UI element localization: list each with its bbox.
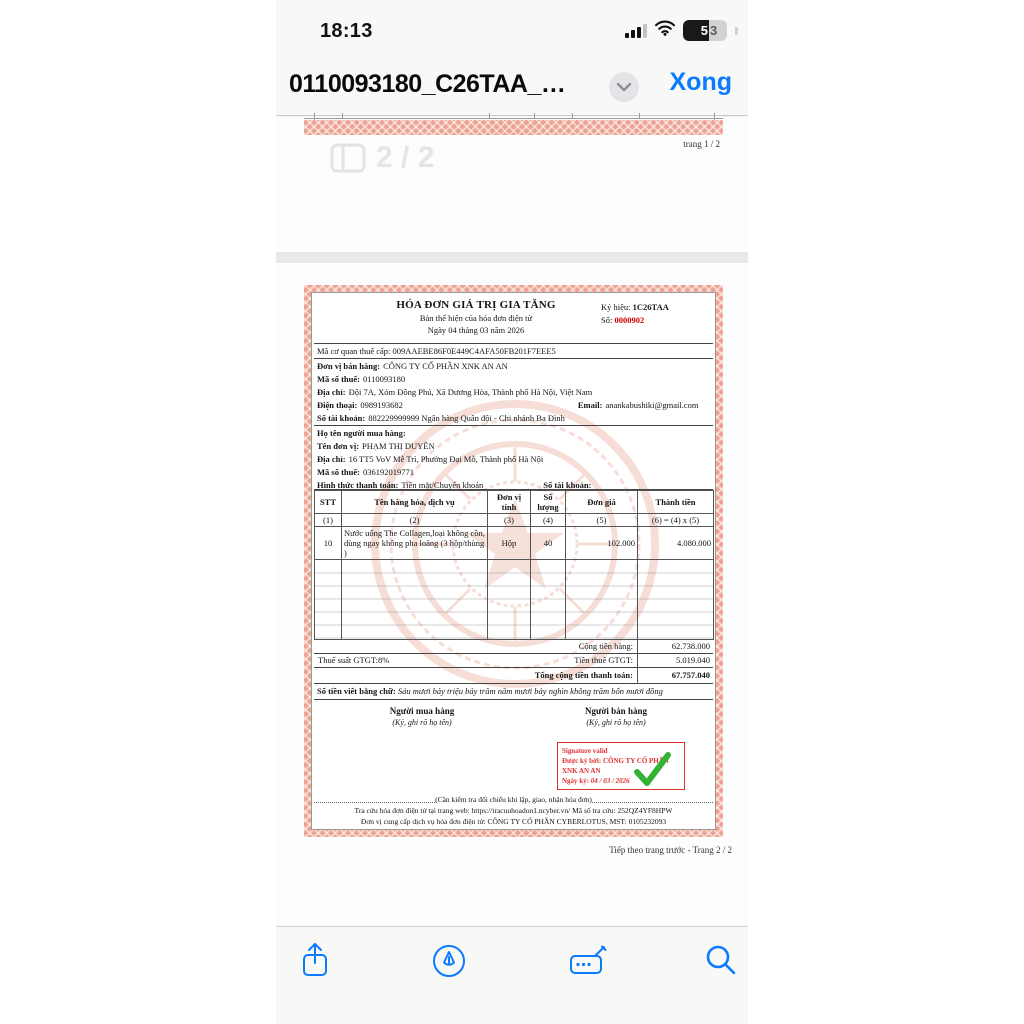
col-header-name: Tên hàng hóa, dịch vụ [342, 491, 488, 514]
markup-pen-icon [431, 943, 467, 979]
status-bar [276, 14, 748, 48]
title-menu-button[interactable] [609, 72, 639, 102]
pdf-page-2 [276, 263, 748, 925]
signal-bar [631, 30, 635, 38]
invoice-title: HÓA ĐƠN GIÁ TRỊ GIA TĂNG [396, 299, 556, 311]
col-index: (6) = (4) x (5) [638, 514, 714, 527]
stamp-valid-line: Signature valid [562, 747, 608, 755]
item-unit: Hộp [488, 527, 531, 560]
col-index: (1) [315, 514, 342, 527]
page1-frame-tick [534, 113, 535, 119]
seller-address-label: Địa chỉ: [317, 387, 346, 397]
buyer-address-line [317, 453, 710, 466]
seller-email-part [578, 399, 699, 412]
invoice-body [311, 292, 716, 830]
empty-cell [638, 560, 714, 640]
item-qty: 40 [531, 527, 566, 560]
buyer-unit-label: Tên đơn vị: [317, 441, 360, 451]
subtotal-row [314, 640, 713, 654]
invoice-footer [314, 794, 713, 827]
page-counter-text: 2 / 2 [376, 141, 435, 174]
stamp-signer-label: Được ký bởi: [562, 757, 602, 765]
seller-address: Đội 7A, Xóm Đồng Phú, Xã Dương Hòa, Thành phố Hà Nội, Việt Nam [348, 387, 593, 397]
page1-frame-tick [572, 113, 573, 119]
col-header-unit: Đơn vị tính [488, 491, 531, 514]
invoice-content [312, 293, 715, 829]
status-time: 18:13 [320, 20, 373, 42]
signature-zone [314, 700, 713, 800]
verify-note: (Cần kiểm tra đối chiếu khi lập, giao, nhận hóa đơn) [435, 795, 592, 804]
seller-account-label: Số tài khoản: [317, 413, 366, 423]
items-index-row [315, 514, 714, 527]
battery-percent-lo: 3 [709, 20, 727, 41]
buyer-payment: Tiền mặt/Chuyển khoản [401, 480, 484, 490]
empty-cell [315, 560, 342, 640]
amount-in-words: Sáu mươi bảy triệu bảy trăm năm mươi bảy nghìn không trăm bốn mươi đồng [397, 686, 663, 696]
seller-email: anankabushiki@gmail.com [605, 400, 699, 410]
tax-authority-line [314, 344, 713, 359]
invoice-serial-line [601, 301, 709, 314]
items-header-row [315, 491, 714, 514]
amount-in-words-row [314, 684, 713, 700]
seller-signature-title: Người bán hàng [585, 706, 647, 716]
bottom-toolbar [276, 926, 748, 1024]
page1-frame-tick [489, 113, 490, 119]
stamp-date: 04 / 03 / 2026 [590, 777, 630, 785]
search-button[interactable] [704, 943, 738, 982]
tax-code-label: Mã cơ quan thuế cấp: [317, 346, 391, 356]
col-header-amount: Thành tiền [638, 491, 714, 514]
document-scroll-area[interactable] [276, 117, 748, 925]
seller-email-label: Email: [577, 400, 603, 410]
chevron-down-icon [616, 82, 632, 92]
vat-row [314, 654, 713, 668]
col-header-qty: Số lượng [531, 491, 566, 514]
buyer-account-part [543, 479, 594, 492]
markup-button[interactable] [431, 943, 467, 984]
phone-screen [276, 0, 748, 1024]
status-icons [625, 20, 738, 41]
col-index: (5) [566, 514, 638, 527]
tax-code-value: 009AAEBE86F0E449C4AFA50FB201F7EEE5 [392, 346, 556, 356]
buyer-unit: PHẠM THỊ DUYÊN [362, 441, 435, 451]
grand-total-label: Tổng cộng tiền thanh toán: [534, 670, 633, 680]
cellular-signal-icon [625, 24, 647, 38]
empty-cell [488, 560, 531, 640]
seller-phone-label: Điện thoại: [317, 400, 358, 410]
seller-address-line [317, 386, 710, 399]
vat-label: Tiền thuế GTGT: [574, 655, 633, 665]
done-button[interactable]: Xong [669, 68, 732, 96]
grand-total-row [314, 668, 713, 684]
seller-signature-subtitle: (Ký, ghi rõ họ tên) [586, 718, 646, 727]
invoice-serial-block [601, 301, 709, 327]
buyer-person-line [317, 427, 710, 440]
stamp-date-label: Ngày ký: [562, 777, 590, 785]
amount-in-words-label: Số tiền viết bằng chữ: [317, 686, 396, 696]
items-table [314, 490, 714, 640]
page2-number-label: Tiếp theo trang trước - Trang 2 / 2 [609, 845, 732, 855]
seller-tax: 0110093180 [362, 374, 406, 384]
seller-phone-line [317, 399, 710, 412]
buyer-unit-line [317, 440, 710, 453]
share-icon [298, 941, 332, 981]
stamp-signer: CÔNG TY CỔ PHẦN XNK AN AN [562, 757, 669, 775]
document-title[interactable]: 0110093180_C26TAA_… [289, 70, 566, 98]
signal-bar [643, 24, 647, 38]
col-header-price: Đơn giá [566, 491, 638, 514]
number-label: Số: [601, 315, 613, 325]
page-counter-overlay [330, 141, 434, 175]
annotate-button[interactable] [568, 945, 610, 984]
top-chrome [276, 0, 748, 116]
pdf-page-1 [276, 117, 748, 252]
item-name: Nước uống The Collagen,loại không cồn, dùng ngay không pha loãng (3 hộp/thùng ) [342, 527, 488, 560]
vat-left [314, 654, 637, 667]
share-button[interactable] [298, 941, 332, 986]
number-value: 0000902 [614, 315, 645, 325]
empty-cell [566, 560, 638, 640]
buyer-signature-title: Người mua hàng [389, 706, 455, 716]
buyer-signature-block [332, 706, 512, 727]
pages-icon [330, 143, 366, 173]
col-index: (3) [488, 514, 531, 527]
empty-cell [531, 560, 566, 640]
item-amount: 4.080.000 [638, 527, 714, 560]
battery-cap [735, 27, 738, 35]
buyer-signature-subtitle: (Ký, ghi rõ họ tên) [392, 718, 452, 727]
buyer-tax: 036192019771 [362, 467, 414, 477]
provider-line: Đơn vị cung cấp dịch vụ hóa đơn điện tử: CÔNG TY CỔ PHẦN CYBERLOTUS, MST: 0105232093 [360, 817, 667, 826]
item-stt: 10 [315, 527, 342, 560]
subtotal-label: Cộng tiền hàng: [578, 641, 633, 651]
col-index: (2) [342, 514, 488, 527]
invoice-subtitle: Bản thể hiện của hóa đơn điện tử [419, 313, 533, 323]
note-pencil-icon [568, 945, 610, 979]
wifi-icon [654, 20, 676, 41]
buyer-tax-label: Mã số thuế: [317, 467, 360, 477]
title-bar [276, 62, 748, 108]
buyer-account-label: Số tài khoản: [543, 480, 592, 490]
vat-value: 5.019.040 [637, 654, 713, 667]
invoice-date: Ngày 04 tháng 03 năm 2026 [427, 325, 525, 335]
buyer-address: 16 TT5 VoV Mễ Trì, Phường Đại Mỗ, Thành phố Hà Nội [348, 454, 544, 464]
serial-label: Ký hiệu: [601, 302, 631, 312]
buyer-person-label: Họ tên người mua hàng: [317, 428, 406, 438]
battery-percent-hi: 5 [683, 20, 709, 41]
seller-phone-part [317, 399, 403, 412]
page1-table-bottom-line [304, 118, 723, 119]
vat-rate-label: Thuế suất GTGT:8% [318, 655, 390, 665]
seller-name-line [317, 360, 710, 373]
subtotal-left [314, 640, 637, 653]
page1-frame-tick [639, 113, 640, 119]
grand-total-left [314, 668, 637, 683]
verify-note-row [314, 794, 713, 805]
search-icon [704, 943, 738, 977]
col-header-stt: STT [315, 491, 342, 514]
lookup-line: Tra cứu hóa đơn điện tử tại trang web: https://tracuuhoadon1.ncyber.vn/ Mã số tra cứu: 252QZ4YF8HPW [354, 806, 673, 815]
seller-tax-line [317, 373, 710, 386]
signal-bar [625, 33, 629, 38]
seller-account-line [317, 412, 710, 425]
col-index: (4) [531, 514, 566, 527]
page1-border-strip [304, 120, 723, 135]
checkmark-icon [632, 752, 672, 788]
empty-items-row [315, 560, 714, 640]
invoice-header [314, 295, 713, 344]
seller-name-label: Đơn vị bán hàng: [317, 361, 381, 371]
page1-frame-tick [342, 113, 343, 119]
seller-tax-label: Mã số thuế: [317, 374, 360, 384]
item-price: 102.000 [566, 527, 638, 560]
seller-account: 882229999999 Ngân hàng Quân đội - Chi nhánh Ba Đình [368, 413, 565, 423]
invoice-decorative-frame [304, 285, 723, 837]
seller-phone: 0989193682 [360, 400, 403, 410]
page1-number-label: trang 1 / 2 [683, 139, 720, 149]
grand-total-value: 67.757.040 [637, 668, 713, 683]
buyer-tax-line [317, 466, 710, 479]
dotted-leader [314, 802, 435, 803]
buyer-section [314, 426, 713, 490]
invoice-header-center [354, 299, 598, 335]
seller-name: CÔNG TY CỔ PHẦN XNK AN AN [383, 361, 508, 371]
table-row [315, 527, 714, 560]
buyer-payment-part [317, 479, 483, 492]
dotted-leader [592, 802, 713, 803]
empty-cell [342, 560, 488, 640]
signal-bar [637, 27, 641, 38]
buyer-payment-label: Hình thức thanh toán: [317, 480, 399, 490]
subtotal-value: 62.738.000 [637, 640, 713, 653]
invoice-number-line [601, 314, 709, 327]
buyer-address-label: Địa chỉ: [317, 454, 346, 464]
seller-signature-block [526, 706, 706, 727]
battery-icon [683, 20, 727, 41]
seller-section [314, 359, 713, 426]
serial-value: 1C26TAA [632, 302, 669, 312]
